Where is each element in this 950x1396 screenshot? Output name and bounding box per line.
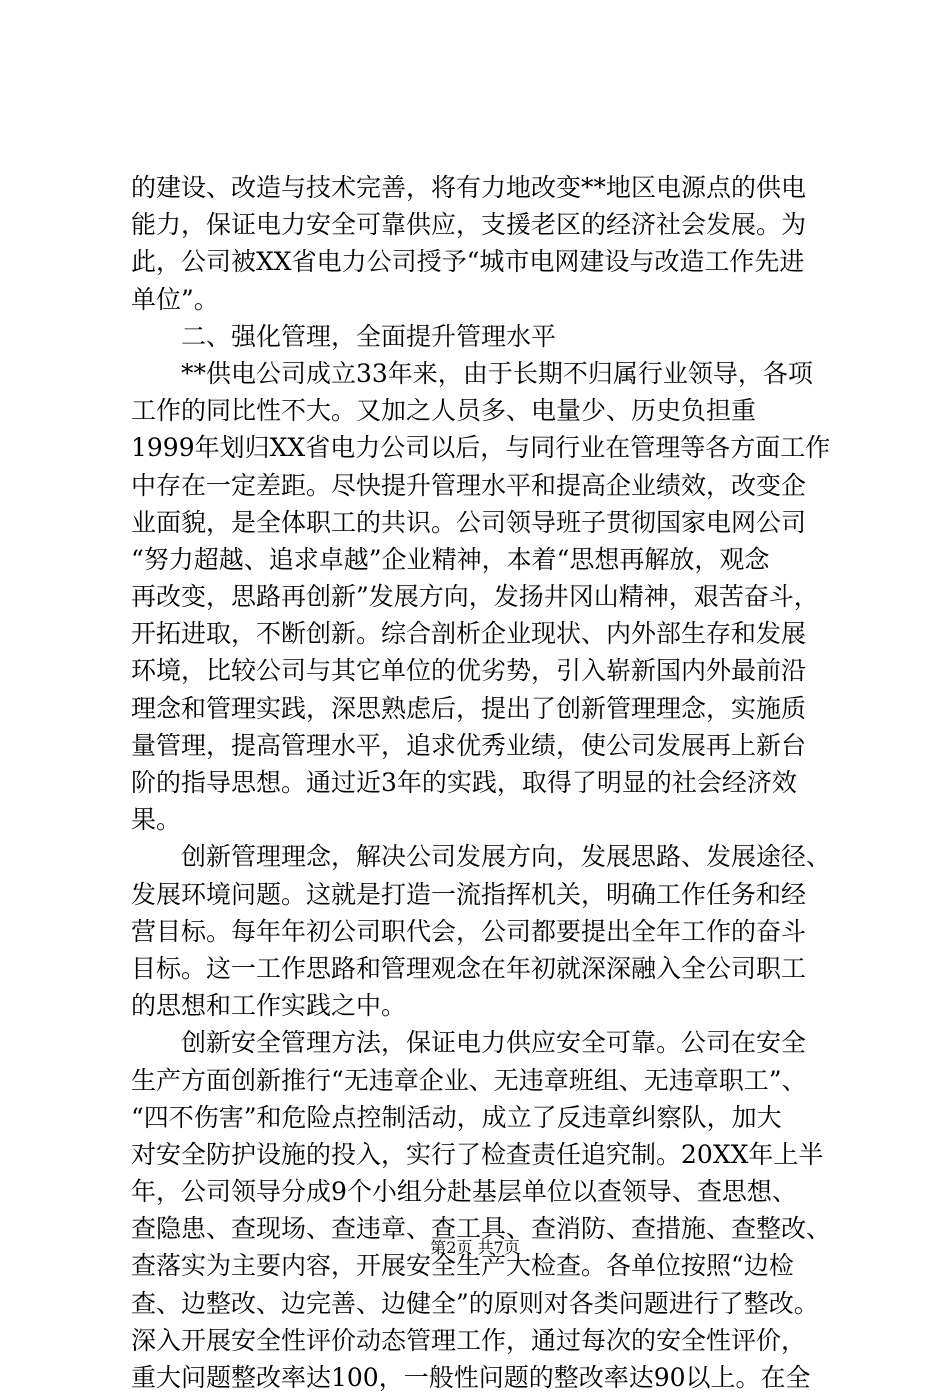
text-line: 创新安全管理方法，保证电力供应安全可靠。公司在安全 [131, 1028, 807, 1058]
text-line: 查、边整改、边完善、边健全”的原则对各类问题进行了整改。 [131, 1288, 819, 1318]
text-line: 年，公司领导分成9个小组分赴基层单位以查领导、查思想、 [131, 1177, 797, 1207]
text-line: 量管理，提高管理水平，追求优秀业绩，使公司发展再上新台 [131, 730, 807, 760]
text-line: 二、强化管理，全面提升管理水平 [131, 321, 557, 351]
text-line: “四不伤害”和危险点控制活动，成立了反违章纠察队，加大 [131, 1102, 782, 1132]
text-line: 再改变，思路再创新”发展方向，发扬井冈山精神，艰苦奋斗， [131, 582, 819, 612]
text-line: 深入开展安全性评价动态管理工作，通过每次的安全性评价， [131, 1325, 807, 1355]
text-line: 工作的同比性不大。又加之人员多、电量少、历史负担重 [131, 396, 757, 426]
text-line: 的建设、改造与技术完善，将有力地改变**地区电源点的供电 [131, 173, 807, 202]
text-line: 业面貌，是全体职工的共识。公司领导班子贯彻国家电网公司 [131, 507, 807, 537]
text-line: 查隐患、查现场、查违章、查工具、查消防、查措施、查整改、 [131, 1214, 832, 1244]
text-line: 中存在一定差距。尽快提升管理水平和提高企业绩效，改变企 [131, 470, 807, 500]
text-line: 此，公司被XX省电力公司授予“城市电网建设与改造工作先进 [131, 247, 805, 277]
text-line: 理念和管理实践，深思熟虑后，提出了创新管理理念，实施质 [131, 693, 807, 723]
text-line: **供电公司成立33年来，由于长期不归属行业领导，各项 [131, 358, 813, 388]
text-line: 开拓进取，不断创新。综合剖析企业现状、内外部生存和发展 [131, 619, 807, 649]
text-line: 1999年划归XX省电力公司以后，与同行业在管理等各方面工作 [131, 433, 831, 463]
text-line: 能力，保证电力安全可靠供应，支援老区的经济社会发展。为 [131, 210, 807, 240]
text-line: 环境，比较公司与其它单位的优劣势，引入崭新国内外最前沿 [131, 656, 807, 686]
text-line: 营目标。每年年初公司职代会，公司都要提出全年工作的奋斗 [131, 916, 807, 946]
text-line: 发展环境问题。这就是打造一流指挥机关，明确工作任务和经 [131, 879, 807, 909]
text-line: 果。 [131, 805, 182, 835]
text-line: 阶的指导思想。通过近3年的实践，取得了明显的社会经济效 [131, 768, 797, 797]
text-line: 重大问题整改率达100，一般性问题的整改率达90以上。在全 [131, 1363, 811, 1392]
text-line: 生产方面创新推行“无违章企业、无违章班组、无违章职工”、 [131, 1065, 807, 1095]
body-text [131, 169, 831, 1396]
text-line: 创新管理理念，解决公司发展方向，发展思路、发展途径、 [131, 842, 832, 872]
text-line: 的思想和工作实践之中。 [131, 991, 407, 1021]
page-footer: 第2页 共7页 [430, 1238, 520, 1257]
text-line: 目标。这一工作思路和管理观念在年初就深深融入全公司职工 [131, 953, 807, 983]
text-line: 单位”。 [131, 284, 219, 314]
text-line: 查落实为主要内容，开展安全生产大检查。各单位按照“边检 [131, 1251, 794, 1281]
text-line: 对安全防护设施的投入，实行了检查责任追究制。20XX年上半 [131, 1139, 824, 1169]
text-line: “努力超越、追求卓越”企业精神，本着“思想再解放，观念 [131, 544, 770, 574]
